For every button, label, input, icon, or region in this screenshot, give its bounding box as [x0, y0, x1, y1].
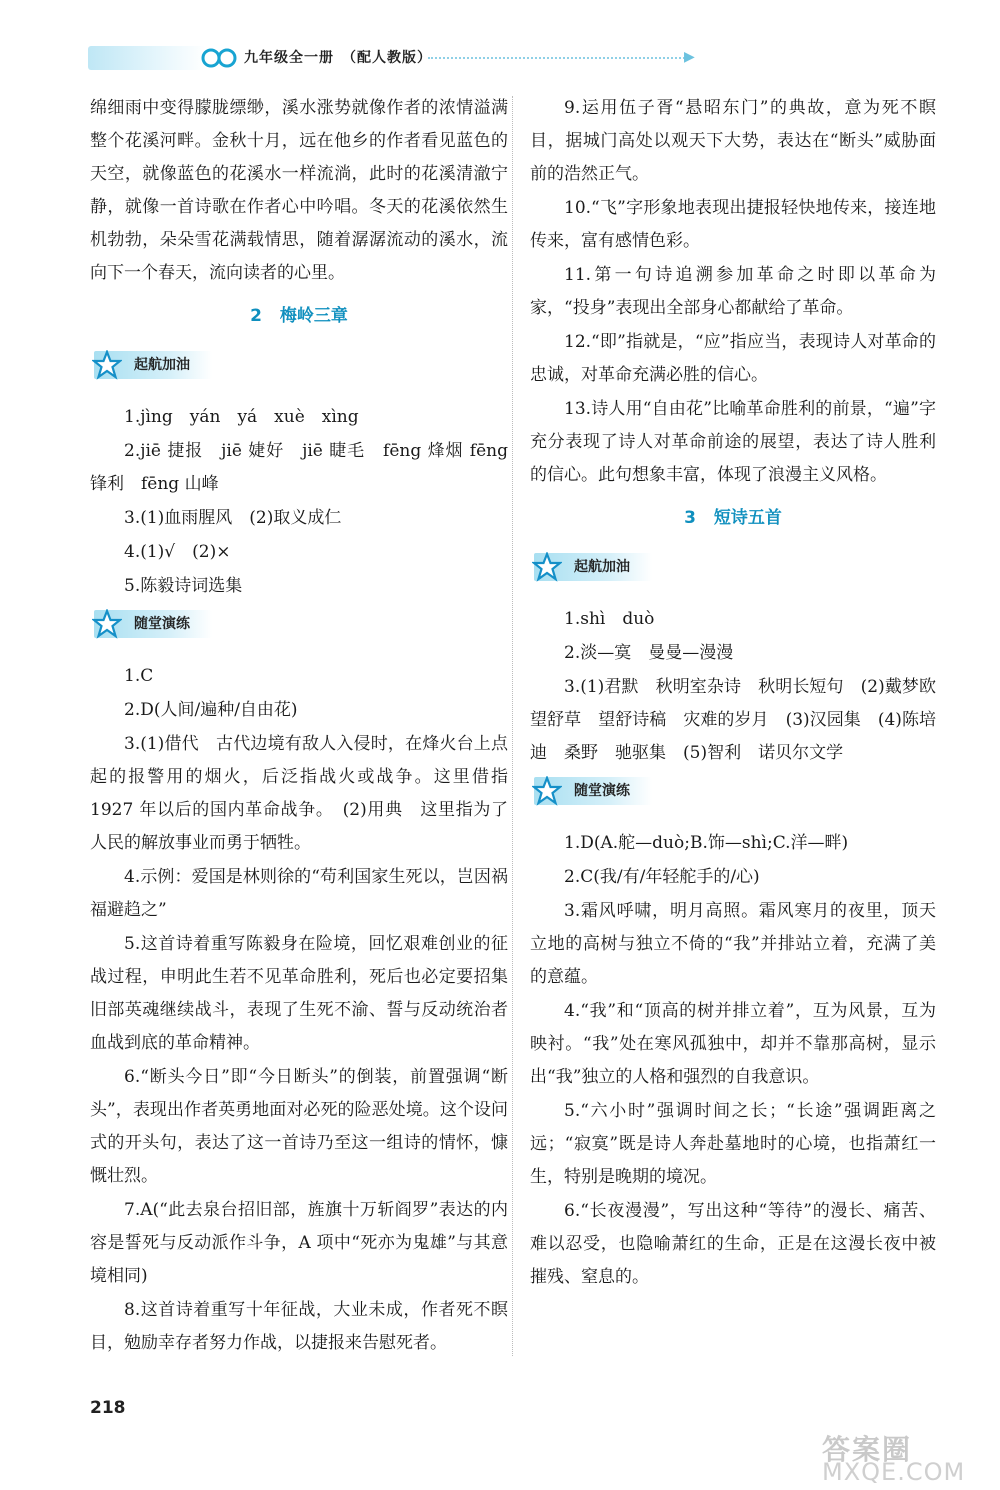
badge-suitang	[534, 777, 652, 805]
star-icon	[92, 350, 122, 380]
section-number: 2	[250, 306, 262, 326]
answer-item: 1.jìng yán yá xuè xìng	[124, 407, 359, 427]
answer-item: 5.陈毅诗词选集	[124, 576, 243, 596]
column-divider	[512, 96, 513, 1356]
answer-item: 6.“断头今日”即“今日断头”的倒装，前置强调“断头”，表现出作者英勇地面对必死的险恶处境。这个设问式的开头句，表达了这一首诗乃至这一组诗的情怀，慷慨壮烈。	[90, 1067, 508, 1186]
book-logo-icon	[200, 45, 238, 71]
answer-item: 5.“六小时”强调时间之长；“长途”强调距离之远；“寂寞”既是诗人奔赴墓地时的心境，也指萧红一生，特别是晚期的境况。	[530, 1101, 936, 1187]
section-number: 3	[684, 508, 696, 528]
answer-item: 9.运用伍子胥“悬昭东门”的典故，意为死不瞑目，据城门高处以观天下大势，表达在“断头”威胁面前的浩然正气。	[530, 98, 936, 184]
header-dotted-line	[428, 57, 688, 59]
header-band	[88, 46, 206, 70]
page-header	[88, 40, 708, 76]
badge-qihang	[94, 351, 212, 379]
answer-item: 6.“长夜漫漫”，写出这种“等待”的漫长、痛苦、难以忍受，也隐喻萧红的生命，正是在这漫长夜中被摧残、窒息的。	[530, 1201, 936, 1287]
answer-item: 3.霜风呼啸，明月高照。霜风寒月的夜里，顶天立地的高树与独立不倚的“我”并排站立着，充满了美的意蕴。	[530, 901, 936, 987]
arrow-right-icon: ▶	[684, 49, 695, 65]
badge-label: 随堂演练	[574, 783, 630, 799]
left-column	[90, 92, 508, 1361]
answer-item: 8.这首诗着重写十年征战，大业未成，作者死不瞑目，勉励幸存者努力作战，以捷报来告慰死者。	[90, 1300, 508, 1353]
answer-item: 2.淡—寞 曼曼—漫漫	[564, 643, 734, 663]
answer-item: 2.C(我/有/年轻舵手的/心)	[564, 867, 760, 887]
answer-item: 2.jiē 捷报 jiē 婕好 jiē 睫毛 fēng 烽烟 fēng 锋利 fēng 山峰	[90, 441, 508, 494]
answer-item: 4.(1)√ (2)×	[124, 542, 231, 562]
section-title-2	[90, 300, 508, 333]
answer-item: 1.shì duò	[564, 609, 655, 629]
badge-label: 起航加油	[574, 559, 630, 575]
answer-item: 5.这首诗着重写陈毅身在险境，回忆艰难创业的征战过程，申明此生若不见革命胜利，死后也必定要招集旧部英魂继续战斗，表现了生死不渝、誓与反动统治者血战到底的革命精神。	[90, 934, 508, 1053]
answer-item: 11.第一句诗追溯参加革命之时即以革命为家，“投身”表现出全部身心都献给了革命。	[530, 265, 936, 318]
section-name: 短诗五首	[713, 508, 782, 528]
answer-item: 7.A(“此去泉台招旧部，旌旗十万斩阎罗”表达的内容是誓死与反动派作斗争，A 项中“死亦为鬼雄”与其意境相同)	[90, 1200, 508, 1286]
section-title-3	[530, 502, 936, 535]
watermark-logo: 答案圈	[822, 1433, 913, 1466]
badge-label: 随堂演练	[134, 616, 190, 632]
badge-suitang	[94, 610, 212, 638]
badge-qihang	[534, 553, 652, 581]
answer-item: 3.(1)血雨腥风 (2)取义成仁	[124, 508, 342, 528]
header-title: 九年级全一册 （配人教版）	[244, 50, 432, 66]
star-icon	[532, 552, 562, 582]
page-number: 218	[90, 1398, 126, 1418]
answer-item: 4.示例：爱国是林则徐的“苟利国家生死以，岂因祸福避趋之”	[90, 867, 508, 920]
answer-item: 2.D(人间/遍种/自由花)	[124, 700, 298, 720]
answer-item: 4.“我”和“顶高的树并排立着”，互为风景，互为映衬。“我”处在寒风孤独中，却并不靠那高树，显示出“我”独立的人格和强烈的自我意识。	[530, 1001, 936, 1087]
watermark-url: MXQE.COM	[822, 1458, 966, 1486]
right-column	[530, 92, 953, 1295]
answer-item: 10.“飞”字形象地表现出捷报轻快地传来，接连地传来，富有感情色彩。	[530, 198, 936, 251]
answer-item: 13.诗人用“自由花”比喻革命胜利的前景，“遍”字充分表现了诗人对革命前途的展望，表达了诗人胜利的信心。此句想象丰富，体现了浪漫主义风格。	[530, 399, 936, 485]
answer-item: 3.(1)借代 古代边境有敌人入侵时，在烽火台上点起的报警用的烟火，后泛指战火或战争。这里借指 1927 年以后的国内革命战争。 (2)用典 这里指为了人民的解放事业而勇于牺牲。	[90, 734, 508, 853]
badge-label: 起航加油	[134, 357, 190, 373]
section-name: 梅岭三章	[279, 306, 348, 326]
answer-item: 1.C	[124, 666, 154, 686]
answer-item: 3.(1)君默 秋明室杂诗 秋明长短句 (2)戴梦欧 望舒草 望舒诗稿 灾难的岁月 (3)汉园集 (4)陈培迪 桑野 驰驱集 (5)智利 诺贝尔文学	[530, 677, 953, 763]
answer-item: 12.“即”指就是，“应”指应当，表现诗人对革命的忠诚，对革命充满必胜的信心。	[530, 332, 936, 385]
star-icon	[92, 609, 122, 639]
intro-paragraph: 绵细雨中变得朦胧缥缈，溪水涨势就像作者的浓情溢满整个花溪河畔。金秋十月，远在他乡的作者看见蓝色的天空，就像蓝色的花溪水一样流淌，此时的花溪清澈宁静，就像一首诗歌在作者心中吟唱。冬天的花溪依然生机勃勃，朵朵雪花满载情思，随着潺潺流动的溪水，流向下一个春天，流向读者的心里。	[90, 98, 508, 283]
answer-item: 1.D(A.舵—duò;B.饰—shì;C.洋—畔)	[564, 833, 849, 853]
star-icon	[532, 776, 562, 806]
